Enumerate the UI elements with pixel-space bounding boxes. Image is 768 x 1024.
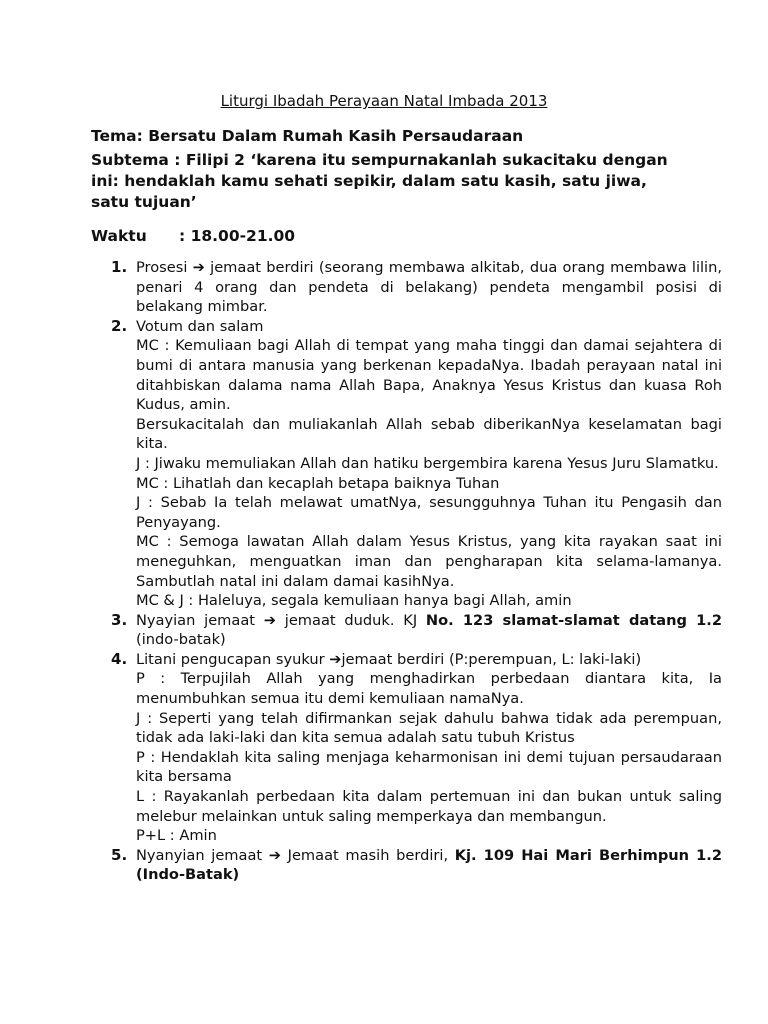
item-after-arrow: jemaat duduk. KJ	[284, 611, 418, 629]
dialog-line: MC : Lihatlah dan kecaplah betapa baiknya Tuhan	[136, 474, 500, 492]
item-text	[136, 611, 722, 650]
dialog-line: MC : Semoga lawatan Allah dalam Yesus Kristus, yang kita rayakan saat ini meneguhkan, menguatkan iman dan pengharapan kita selama-lamanya. Sambutlah natal ini dalam damai kasihNya.	[136, 533, 722, 590]
item-after-arrow: Jemaat masih berdiri,	[287, 846, 449, 864]
dialog-line: P+L : Amin	[136, 827, 217, 845]
list-item	[136, 258, 722, 317]
item-lead: Prosesi	[136, 259, 188, 276]
arrow-right-icon: ➔	[268, 846, 281, 864]
hymn-reference: No. 123 slamat-slamat datang 1.2	[425, 611, 722, 629]
list-item	[136, 650, 722, 846]
time-line	[91, 226, 681, 247]
document-title: Liturgi Ibadah Perayaan Natal Imbada 2013	[220, 92, 548, 110]
item-lead: Litani pengucapan syukur	[136, 650, 325, 668]
time-value: : 18.00-21.00	[179, 227, 296, 245]
list-item	[136, 846, 722, 885]
item-tail: (indo-batak)	[136, 631, 226, 649]
dialog-line: Bersukacitalah dan muliakanlah Allah sebab diberikanNya keselamatan bagi kita.	[136, 415, 722, 453]
subtheme-line: Subtema : Filipi 2 ‘karena itu sempurnakanlah sukacitaku dengan ini: hendaklah kamu sehati sepikir, dalam satu kasih, satu jiwa, satu tujuan’	[91, 151, 668, 211]
item-lead: Nyanyian jemaat	[136, 846, 263, 864]
dialog-line: MC : Kemuliaan bagi Allah di tempat yang maha tinggi dan damai sejahtera di bumi di antara manusia yang berkenan kepadaNya. Ibadah perayaan natal ini ditahbiskan dalama nama Allah Bapa, Anaknya Yesus Kristus dan kuasa Roh Kudus, amin.	[136, 337, 722, 414]
dialog-line: MC & J : Haleluya, segala kemuliaan hanya bagi Allah, amin	[136, 592, 572, 610]
item-heading: Votum dan salam	[136, 317, 264, 335]
dialog-line: J : Sebab Ia telah melawat umatNya, sesungguhnya Tuhan itu Pengasih dan Penyayang.	[136, 494, 722, 531]
dialog-line: J : Seperti yang telah difirmankan sejak dahulu bahwa tidak ada perempuan, tidak ada laki-laki dan kita semua adalah satu tubuh Kristus	[136, 709, 722, 747]
list-item	[136, 611, 722, 650]
item-after-arrow: jemaat berdiri (P:perempuan, L: laki-laki)	[341, 650, 642, 668]
item-text	[136, 650, 722, 670]
liturgy-list	[91, 258, 722, 885]
theme-line: Tema: Bersatu Dalam Rumah Kasih Persaudaraan	[91, 127, 524, 145]
dialog-line: P : Hendaklah kita saling menjaga keharmonisan ini demi tujuan persaudaraan kita bersama	[136, 748, 722, 786]
arrow-right-icon: ➔	[263, 611, 276, 629]
item-lead: Nyayian jemaat	[136, 611, 255, 629]
dialog-line: L : Rayakanlah perbedaan kita dalam pertemuan ini dan bukan untuk saling melebur melainkan untuk saling memperkaya dan membangun.	[136, 788, 722, 825]
time-label: Waktu	[91, 227, 147, 245]
item-text	[136, 846, 722, 885]
list-item	[136, 317, 722, 611]
dialog-line: P : Terpujilah Allah yang menghadirkan perbedaan diantara kita, Ia menumbuhkan semua itu demi kemuliaan namaNya.	[136, 670, 722, 708]
item-after-arrow: jemaat berdiri (seorang membawa alkitab, dua orang membawa lilin, penari 4 orang dan pendeta di belakang) pendeta mengambil posisi di belakang mimbar.	[136, 259, 723, 316]
dialog-line: J : Jiwaku memuliakan Allah dan hatiku bergembira karena Yesus Juru Slamatku.	[136, 454, 719, 472]
hymn-reference: Kj. 109 Hai Mari Berhimpun 1.2 (Indo-Batak)	[136, 846, 722, 884]
arrow-right-icon: ➔	[192, 259, 205, 276]
arrow-right-icon: ➔	[329, 650, 342, 668]
item-text	[136, 258, 722, 317]
